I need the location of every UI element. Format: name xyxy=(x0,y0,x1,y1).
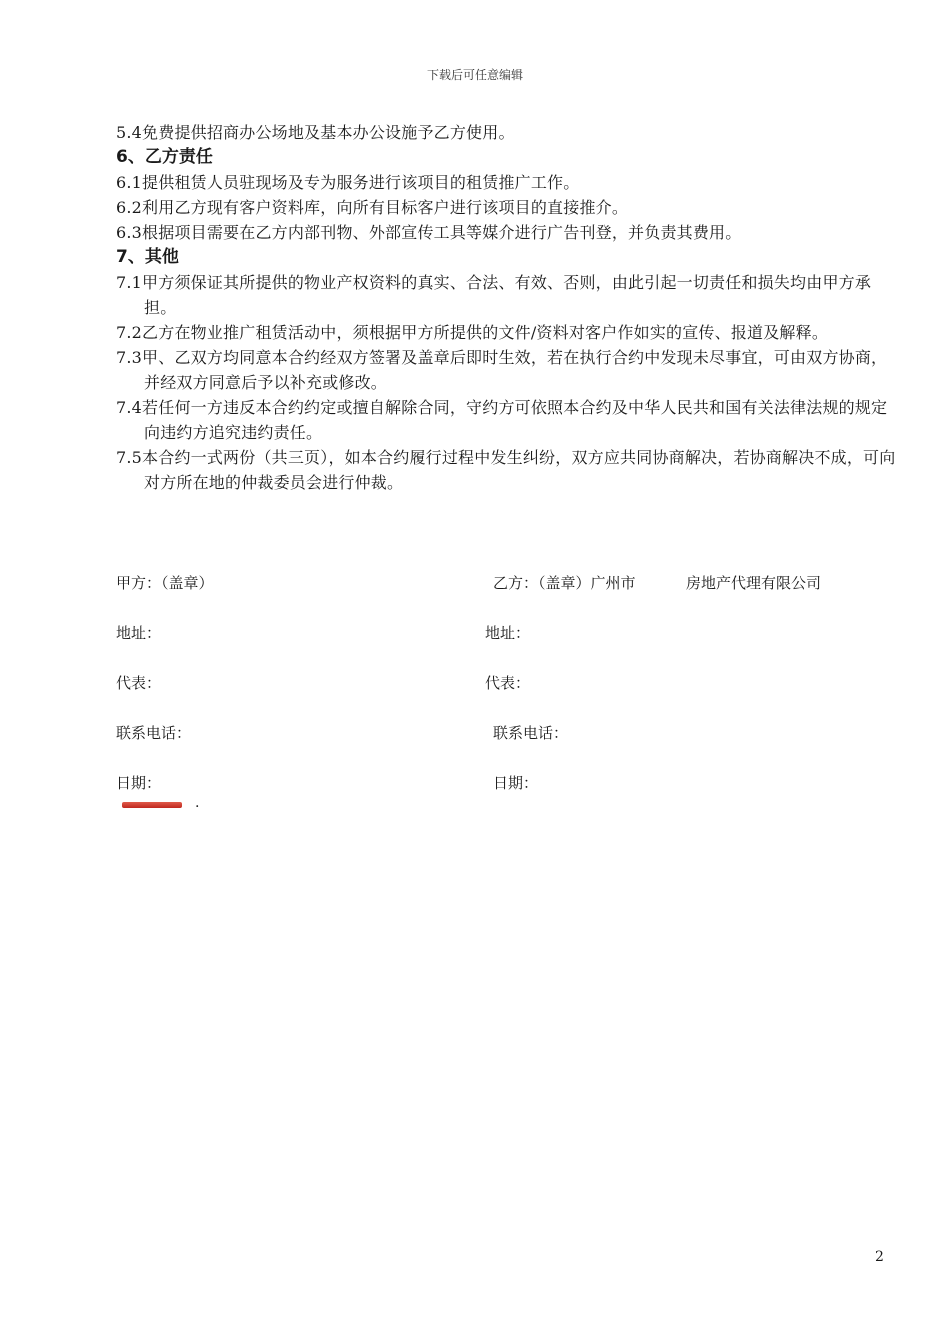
party-b-label: 乙方：（盖章）广州市 xyxy=(493,574,636,592)
representative-a-label: 代表： xyxy=(116,674,162,692)
page-header: 下载后可任意编辑 xyxy=(426,68,523,82)
party-a-label: 甲方：（盖章） xyxy=(116,574,214,592)
address-a-label: 地址： xyxy=(116,624,162,642)
page-number: 2 xyxy=(875,1249,884,1265)
section-heading-7: 7、其他 xyxy=(116,247,179,267)
clause-6-2: 6.2利用乙方现有客户资料库，向所有目标客户进行该项目的直接推介。 xyxy=(116,198,629,217)
clause-6-3: 6.3根据项目需要在乙方内部刊物、外部宣传工具等媒介进行广告刊登，并负责其费用。 xyxy=(116,223,742,242)
phone-b-label: 联系电话： xyxy=(493,724,569,742)
red-stamp-mark xyxy=(122,802,182,808)
clause-7-1: 7.1甲方须保证其所提供的物业产权资料的真实、合法、有效、否则，由此引起一切责任和损失均由甲方承担。 xyxy=(116,273,872,317)
clause-7-5: 7.5本合约一式两份（共三页），如本合约履行过程中发生纠纷，双方应共同协商解决，若协商解决不成，可向对方所在地的仲裁委员会进行仲裁。 xyxy=(116,448,896,492)
representative-b-label: 代表： xyxy=(485,674,531,692)
trailing-dot: . xyxy=(195,795,200,811)
clause-6-1: 6.1提供租赁人员驻现场及专为服务进行该项目的租赁推广工作。 xyxy=(116,173,580,192)
clause-7-2: 7.2乙方在物业推广租赁活动中，须根据甲方所提供的文件/资料对客户作如实的宣传、报道及解释。 xyxy=(116,323,829,342)
date-b-label: 日期： xyxy=(493,774,539,792)
clause-7-4: 7.4若任何一方违反本合约约定或擅自解除合同，守约方可依照本合约及中华人民共和国有关法律法规的规定向违约方追究违约责任。 xyxy=(116,398,888,442)
party-b-company: 房地产代理有限公司 xyxy=(686,574,822,592)
clause-7-3: 7.3甲、乙双方均同意本合约经双方签署及盖章后即时生效，若在执行合约中发现未尽事宜，可由双方协商，并经双方同意后予以补充或修改。 xyxy=(116,348,888,392)
phone-a-label: 联系电话： xyxy=(116,724,192,742)
contract-body xyxy=(116,120,896,495)
clause-5-4: 5.4免费提供招商办公场地及基本办公设施予乙方使用。 xyxy=(116,123,515,142)
date-a-label: 日期： xyxy=(116,774,162,792)
address-b-label: 地址： xyxy=(485,624,531,642)
section-heading-6: 6、乙方责任 xyxy=(116,147,213,167)
